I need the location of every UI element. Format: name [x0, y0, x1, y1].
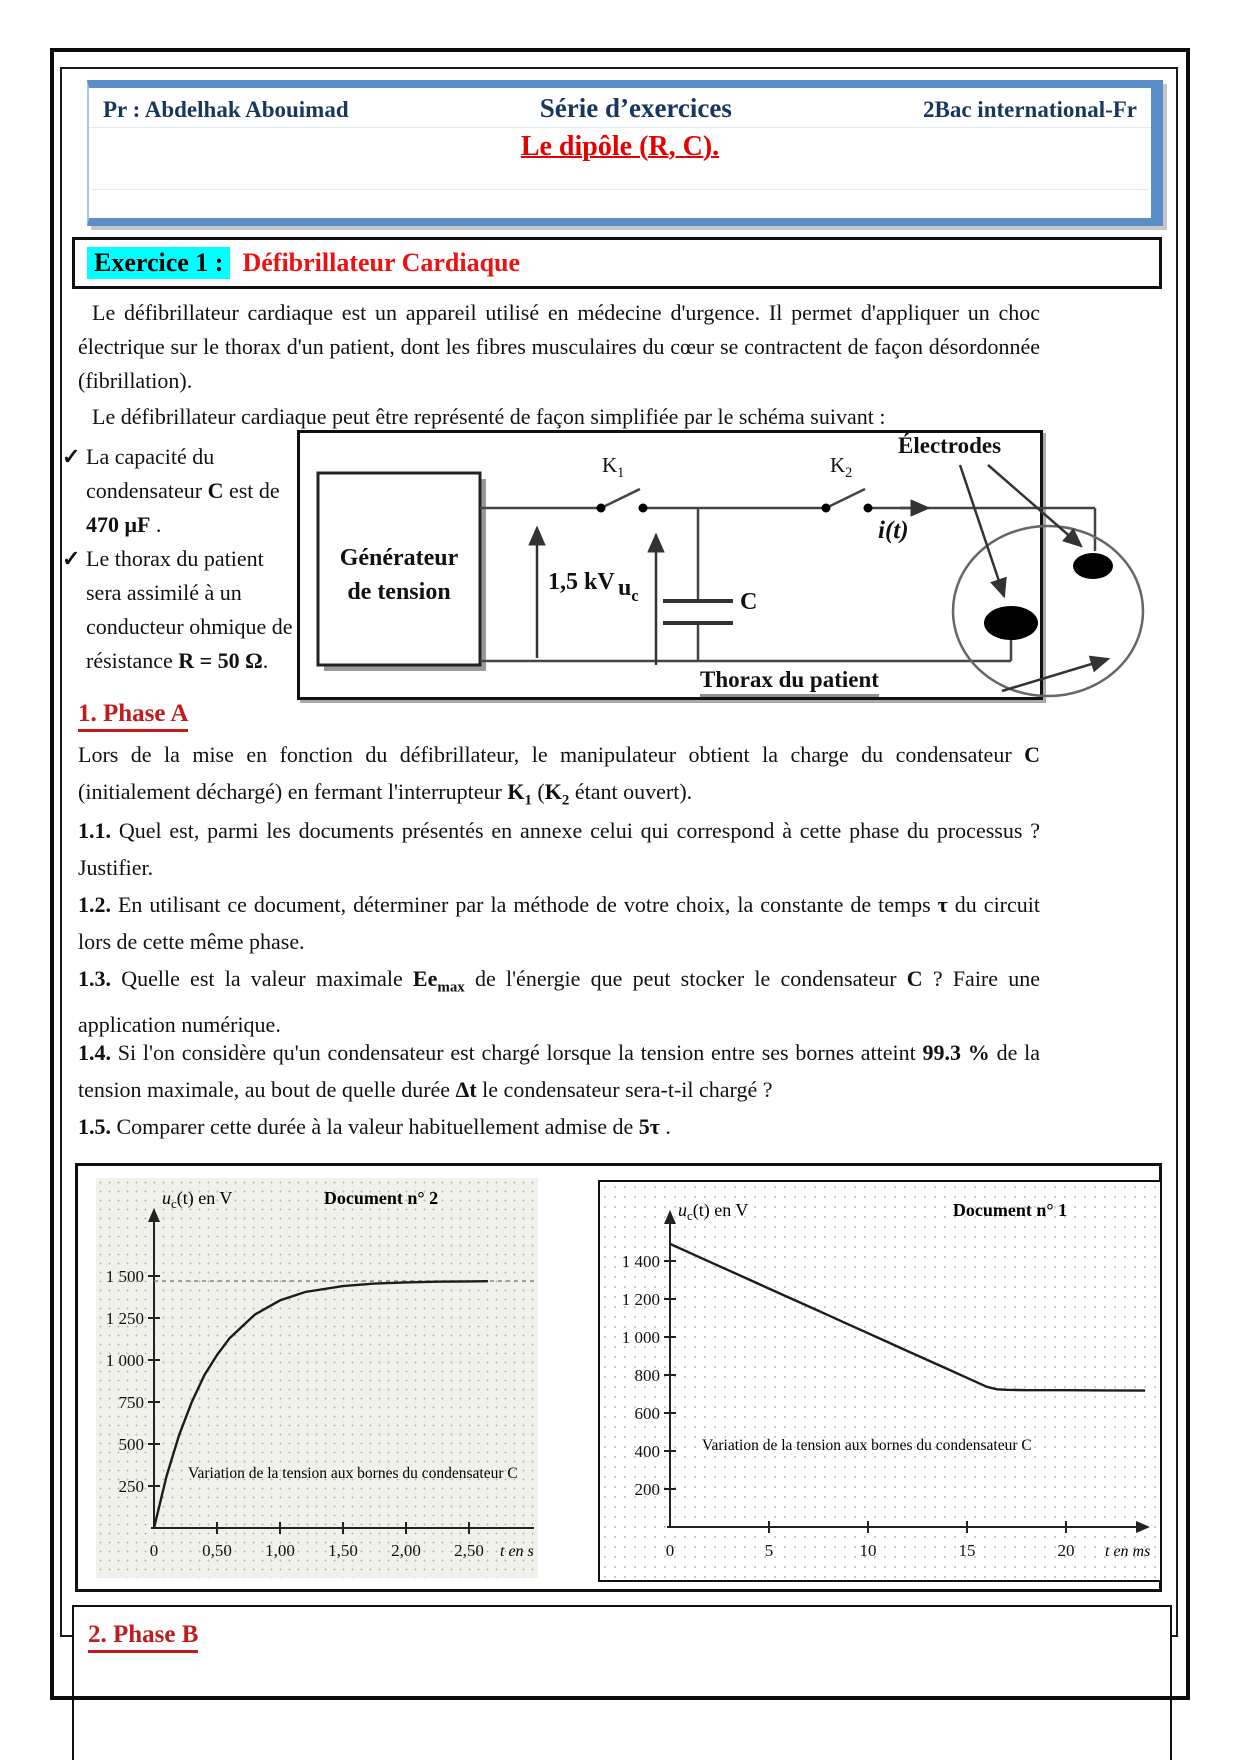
charge-curve — [154, 1281, 488, 1528]
svg-text:2,00: 2,00 — [391, 1541, 421, 1560]
phase-b-box — [72, 1605, 1172, 1760]
voltage-label: 1,5 kV — [548, 569, 615, 595]
thorax-label: Thorax du patient — [700, 667, 879, 697]
class-level: 2Bac international-Fr — [923, 97, 1137, 122]
svg-text:750: 750 — [118, 1393, 144, 1412]
svg-text:10: 10 — [859, 1541, 877, 1560]
header-box — [87, 80, 1163, 226]
svg-text:1 250: 1 250 — [105, 1309, 144, 1328]
svg-text:800: 800 — [634, 1366, 660, 1385]
header-row — [89, 88, 1151, 128]
svg-text:600: 600 — [634, 1404, 660, 1423]
document-title: Le dipôle (R, C). — [520, 131, 720, 162]
capacitor-label: C — [740, 589, 758, 615]
capacitance-note: La capacité du condensateur C est de 470 μF . — [86, 444, 280, 537]
x-tick-labels — [150, 1541, 484, 1560]
question-1-1: 1.1. Quel est, parmi les documents présentés en annexe celui qui correspond à cette phase du processus ? Justifier. — [78, 818, 1040, 880]
y-axis-label: $u_c(t)$ en V — [678, 1200, 749, 1223]
question-1-3: 1.3. Quelle est la valeur maximale $Ee_{max}$ de l'énergie que peut stocker le condensateur C ? Faire une application numérique. — [78, 966, 1040, 1038]
exercise-heading-box — [72, 237, 1162, 289]
given-data-list — [62, 440, 302, 678]
x-tick-labels — [666, 1541, 1075, 1560]
exercise-title: Défibrillateur Cardiaque — [242, 248, 521, 277]
svg-text:1,50: 1,50 — [328, 1541, 358, 1560]
question-1-4: 1.4. Si l'on considère qu'un condensateur est chargé lorsque la tension entre ses bornes atteint 99.3 % de la tension maximale, au bout de quelle durée Δt le condensateur sera-t-il chargé ? — [78, 1040, 1040, 1102]
chart-annotation: Variation de la tension aux bornes du condensateur C — [702, 1437, 1032, 1454]
svg-text:1 200: 1 200 — [621, 1290, 660, 1309]
electrode-dot — [984, 606, 1038, 640]
chart-doc2-svg — [96, 1178, 538, 1578]
svg-text:20: 20 — [1057, 1541, 1075, 1560]
current-label: i(t) — [878, 517, 909, 544]
chart-title: Document n° 1 — [952, 1200, 1068, 1220]
svg-text:0: 0 — [665, 1541, 675, 1560]
svg-text:400: 400 — [634, 1442, 660, 1461]
question-1-2: 1.2. En utilisant ce document, déterminer par la méthode de votre choix, la constante de temps τ du circuit lors de cette même phase. — [78, 892, 1040, 954]
svg-text:200: 200 — [634, 1480, 660, 1499]
x-axis-unit: t en ms — [1105, 1543, 1151, 1560]
document-2-chart — [96, 1178, 538, 1578]
svg-text:15: 15 — [958, 1541, 976, 1560]
y-axis-label: $u_c(t)$ en V — [162, 1188, 233, 1211]
svg-text:1 400: 1 400 — [621, 1252, 660, 1271]
svg-text:5: 5 — [764, 1541, 774, 1560]
svg-text:1 000: 1 000 — [621, 1328, 660, 1347]
svg-text:1 000: 1 000 — [105, 1351, 144, 1370]
svg-text:250: 250 — [118, 1477, 144, 1496]
circuit-diagram — [297, 430, 1043, 700]
svg-text:1,00: 1,00 — [265, 1541, 295, 1560]
svg-text:2,50: 2,50 — [454, 1541, 484, 1560]
svg-text:500: 500 — [118, 1435, 144, 1454]
uc-label: $u_c$ — [618, 575, 639, 605]
chart-title: Document n° 2 — [323, 1188, 439, 1208]
electrode-dot — [1073, 553, 1113, 579]
intro-paragraph: Le défibrillateur cardiaque est un appareil utilisé en médecine d'urgence. Il permet d'appliquer un choc électrique sur le thorax d'un patient, dont les fibres musculaires du cœur se contractent de façon désordonnée (fibrillation). — [78, 300, 1040, 393]
tick-marks — [664, 1261, 1066, 1533]
y-tick-labels — [106, 1267, 144, 1496]
question-1-5: 1.5. Comparer cette durée à la valeur habituellement admise de 5τ . — [78, 1114, 671, 1139]
tick-marks — [148, 1276, 469, 1534]
svg-text:0: 0 — [149, 1541, 159, 1560]
professor-name: Pr : Abdelhak Abouimad — [103, 97, 349, 122]
svg-text:1 500: 1 500 — [105, 1267, 144, 1286]
check-icon: ✓ — [62, 444, 81, 469]
check-icon: ✓ — [62, 546, 81, 571]
series-title: Série d’exercices — [539, 93, 732, 123]
discharge-curve — [670, 1244, 1145, 1391]
list-item — [62, 542, 302, 678]
document-1-chart — [598, 1180, 1162, 1582]
switch-k2-label: $K_2$ — [830, 453, 853, 482]
x-axis-unit: t en s — [500, 1543, 534, 1560]
chart-annotation: Variation de la tension aux bornes du condensateur C — [188, 1465, 518, 1482]
annex-graphs-box — [75, 1163, 1162, 1592]
chart-doc1-svg — [600, 1182, 1159, 1579]
exercise-number-label: Exercice 1 : — [87, 247, 230, 279]
svg-text:0,50: 0,50 — [202, 1541, 232, 1560]
capacitor-plates — [663, 601, 733, 623]
phase-a-heading: 1. Phase A — [78, 700, 188, 732]
schema-intro-line: Le défibrillateur cardiaque peut être représenté de façon simplifiée par le schéma suivant : — [92, 404, 886, 429]
phase-b-heading: 2. Phase B — [88, 1621, 198, 1653]
y-tick-labels — [622, 1252, 660, 1499]
generator-label: Générateur de tension — [339, 545, 459, 605]
header-separator — [91, 163, 1149, 190]
electrodes-label: Électrodes — [898, 433, 1002, 458]
list-item — [62, 440, 302, 542]
resistance-note: Le thorax du patient sera assimilé à un conducteur ohmique de résistance R = 50 Ω. — [86, 546, 293, 673]
switch-k1-label: $K_1$ — [602, 453, 625, 482]
phase-a-intro: Lors de la mise en fonction du défibrillateur, le manipulateur obtient la charge du condensateur C (initialement déchargé) en fermant l'interrupteur $K_1$ ($K_2$ étant ouvert). — [78, 742, 1040, 809]
